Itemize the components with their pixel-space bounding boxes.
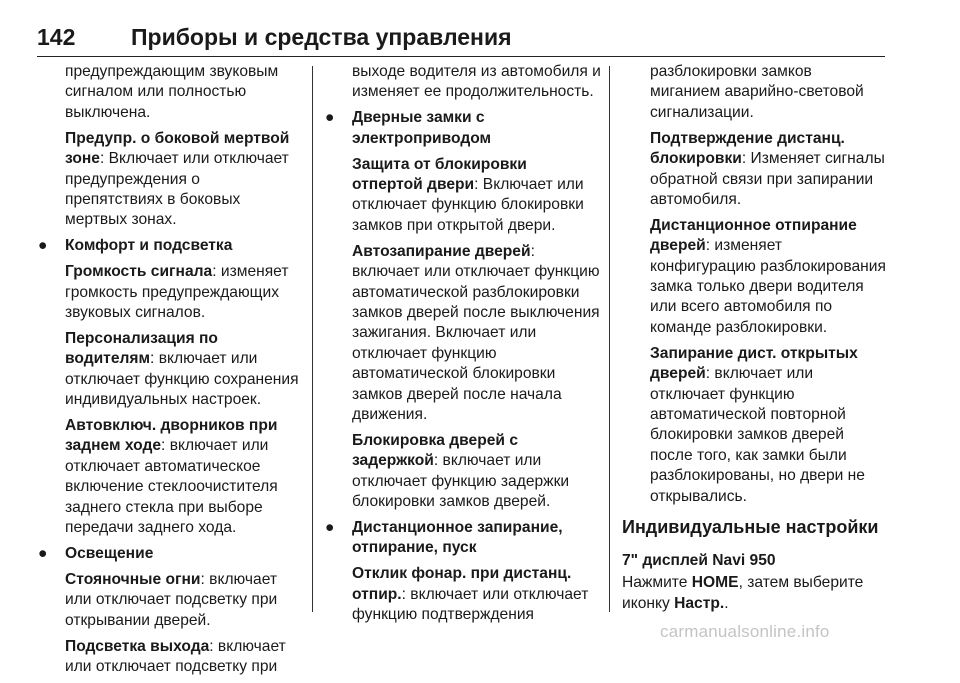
page-header	[37, 22, 885, 57]
setting-description: Блокировка дверей с задержкой: включает или отключает функцию задержки блокировки замков дверей.	[352, 431, 570, 511]
instruction-paragraph: Нажмите HOME, затем выберите иконку Настр..	[622, 574, 864, 612]
text-column-3	[622, 62, 886, 620]
setting-description: Отклик фонар. при дистанц. отпир.: включает или отключает функцию подтверждения	[352, 565, 589, 624]
setting-description: Запирание дист. открытых дверей: включает или отключает функцию автоматической повторной блокировки замков дверей после того, как замки были разблокированы, но двери не открывались.	[650, 344, 865, 505]
settings-icon-label: Настр.	[674, 594, 725, 612]
subheading: 7" дисплей Navi 950	[622, 552, 776, 570]
setting-description: Стояночные огни: включает или отключает подсветку при открывании дверей.	[65, 570, 278, 629]
setting-title: Предупр. о боковой мертвой зоне	[65, 129, 290, 168]
home-button-label: HOME	[691, 574, 739, 592]
setting-title: Отклик фонар. при дистанц. отпир.	[352, 565, 572, 603]
page-number: 142	[37, 24, 76, 50]
bullet-item: ● Дистанционное запирание, отпирание, пуск	[325, 519, 563, 557]
setting-description: Предупр. о боковой мертвой зоне: Включает или отключает предупреждения о препятствиях в боковых мертвых зонах.	[65, 129, 290, 229]
setting-description: Защита от блокировки отпертой двери: Включает или отключает функцию блокировки замков при открытой двери.	[352, 155, 584, 234]
setting-title: Блокировка дверей с задержкой	[352, 431, 519, 470]
column-divider	[312, 66, 313, 612]
setting-title: Громкость сигнала	[65, 263, 213, 281]
section-heading: Индивидуальные настройки	[622, 517, 879, 538]
setting-description: Подсветка выхода: включает или отключает подсветку при	[65, 637, 286, 675]
text-column-1	[37, 62, 302, 683]
setting-title: Запирание дист. открытых дверей	[650, 344, 858, 383]
setting-title: Автовключ. дворников при заднем ходе	[65, 417, 278, 455]
setting-title: Подтверждение дистанц. блокировки	[650, 129, 845, 168]
setting-title: Защита от блокировки отпертой двери	[352, 155, 527, 194]
setting-title: Стояночные огни	[65, 570, 201, 588]
setting-title: Автозапирание дверей	[352, 242, 531, 260]
text-column-2	[324, 62, 601, 631]
setting-description: Подтверждение дистанц. блокировки: Изменяет сигналы обратной связи при запирании автомобиля.	[650, 129, 885, 208]
setting-title: Персонализация по водителям	[65, 329, 218, 368]
bullet-item: ● Дверные замки с электроприводом	[325, 109, 492, 147]
setting-description: Персонализация по водителям: включает или отключает функцию сохранения индивидуальных настроек.	[65, 329, 299, 409]
bullet-icon: ●	[325, 519, 335, 537]
setting-description: Автовключ. дворников при заднем ходе: включает или отключает автоматическое включение стеклоочистителя заднего стекла при выборе передачи заднего хода.	[65, 417, 278, 537]
paragraph: разблокировки замков миганием аварийно-световой сигнализации.	[650, 63, 864, 121]
setting-title: Подсветка выхода	[65, 637, 210, 655]
watermark: carmanualsonline.info	[660, 622, 830, 641]
paragraph: выходе водителя из автомобиля и изменяет ее продолжительность.	[352, 63, 601, 101]
setting-description: Громкость сигнала: изменяет громкость предупреждающих звуковых сигналов.	[65, 263, 289, 321]
bullet-icon: ●	[325, 109, 335, 127]
bullet-icon: ●	[38, 544, 48, 562]
paragraph: предупреждающим звуковым сигналом или полностью выключена.	[65, 63, 279, 121]
column-divider	[609, 66, 610, 612]
section-title: Приборы и средства управления	[131, 24, 512, 50]
bullet-icon: ●	[38, 237, 48, 255]
setting-description: Автозапирание дверей: включает или отключает функцию автоматической разблокировки замков дверей после выключения зажигания. Включает или отключает функцию автоматической блокировки замков дверей после начала движения.	[352, 242, 600, 423]
bullet-item: ● Комфорт и подсветка	[37, 236, 302, 256]
setting-description: Дистанционное отпирание дверей: изменяет конфигурацию разблокирования замка только двери водителя или всего автомобиля по команде разблокировки.	[650, 216, 886, 336]
bullet-item: ● Освещение	[37, 544, 302, 564]
setting-title: Дистанционное отпирание дверей	[650, 216, 857, 255]
